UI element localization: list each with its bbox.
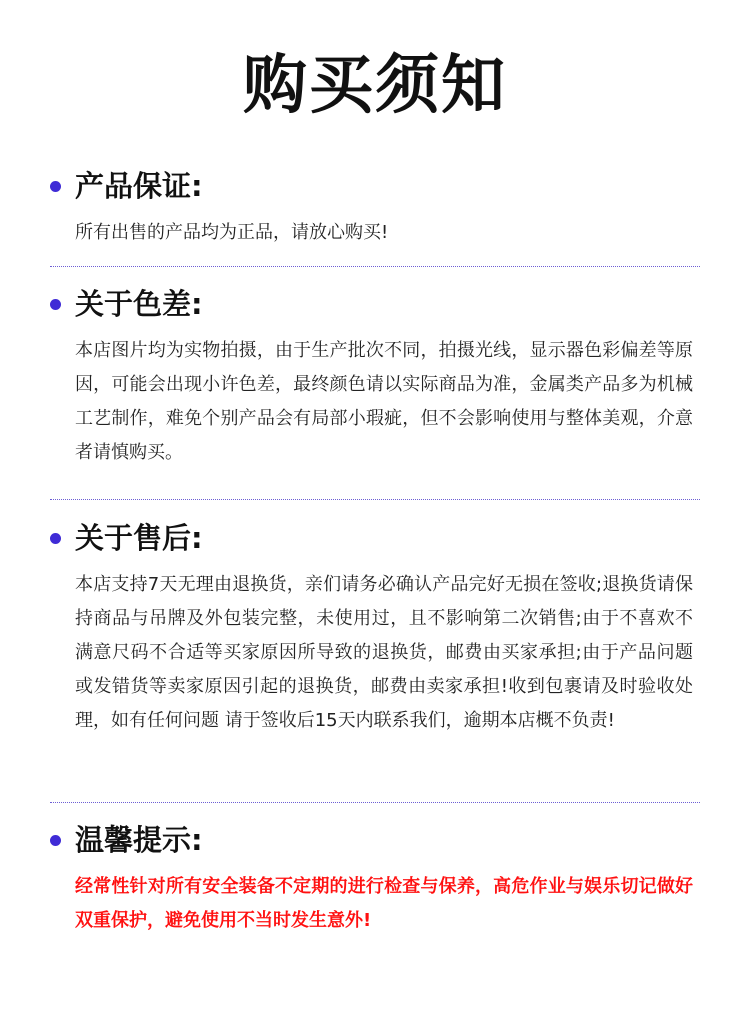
- divider: [50, 802, 700, 803]
- section-title: 产品保证:: [75, 169, 203, 203]
- section-color-difference: [50, 284, 700, 470]
- warning-text: 经常性针对所有安全装备不定期的进行检查与保养，高危作业与娱乐切记做好双重保护，避免使用不当时发生意外!: [75, 876, 693, 931]
- section-body: 本店图片均为实物拍摄，由于生产批次不同，拍摄光线，显示器色彩偏差等原因，可能会出现小许色差，最终颜色请以实际商品为准，金属类产品多为机械工艺制作，难免个别产品会有局部小瑕疵，但不会影响使用与整体美观，介意者请慎购买。: [75, 340, 693, 463]
- section-header: [50, 518, 700, 562]
- bullet-icon: [50, 299, 61, 310]
- section-header: [50, 166, 700, 210]
- section-title: 温馨提示:: [75, 823, 203, 857]
- section-warm-tips: [50, 820, 700, 938]
- section-after-sales: [50, 518, 700, 738]
- section-header: [50, 820, 700, 864]
- section-body: 所有出售的产品均为正品，请放心购买!: [75, 222, 389, 243]
- bullet-icon: [50, 533, 61, 544]
- section-header: [50, 284, 700, 328]
- page-title: 购买须知: [243, 49, 507, 123]
- section-title: 关于色差:: [75, 287, 203, 321]
- bullet-icon: [50, 181, 61, 192]
- section-product-guarantee: [50, 166, 700, 250]
- divider: [50, 266, 700, 267]
- section-body: 本店支持7天无理由退换货，亲们请务必确认产品完好无损在签收;退换货请保持商品与吊牌及外包装完整，未使用过，且不影响第二次销售;由于不喜欢不满意尺码不合适等买家原因所导致的退换货，邮费由买家承担;由于产品问题或发错货等卖家原因引起的退换货，邮费由卖家承担!收到包裹请及时验收处理，如有任何问题 请于签收后15天内联系我们，逾期本店概不负责!: [75, 574, 693, 731]
- divider: [50, 499, 700, 500]
- bullet-icon: [50, 835, 61, 846]
- section-title: 关于售后:: [75, 521, 203, 555]
